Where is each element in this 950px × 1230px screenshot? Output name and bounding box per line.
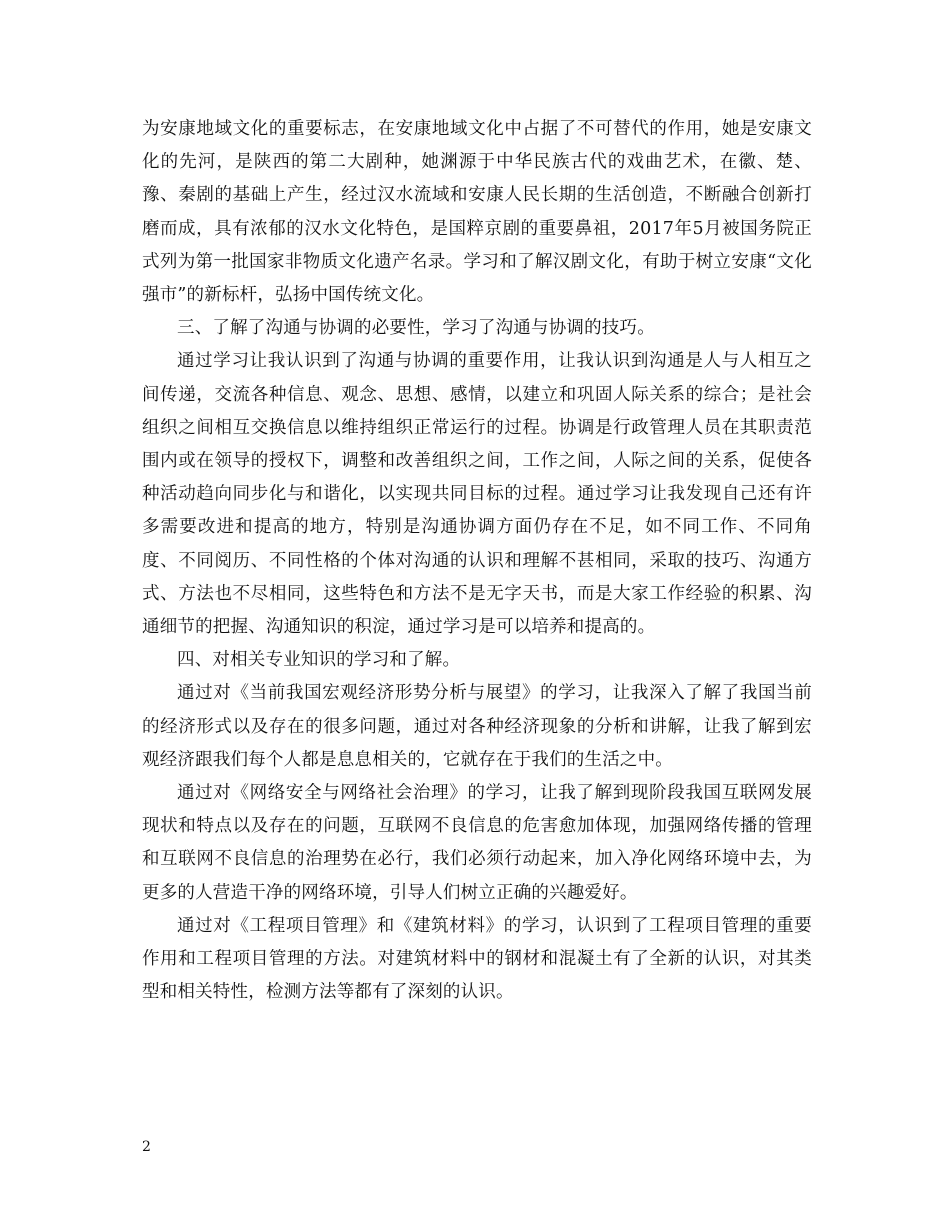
section-heading-professional-knowledge: 四、对相关专业知识的学习和了解。 [177, 650, 461, 671]
section-heading-communication: 三、了解了沟通与协调的必要性，学习了沟通与协调的技巧。 [177, 318, 655, 339]
paragraph-hanju-culture: 为安康地域文化的重要标志，在安康地域文化中占据了不可替代的作用，她是安康文化的先河，是陕西的第二大剧种，她渊源于中华民族古代的戏曲艺术，在徽、楚、豫、秦剧的基础上产生，经过汉水流域和安康人民长期的生活创造，不断融合创新打磨而成，具有浓郁的汉水文化特色，是国粹京剧的重要鼻祖，2017年5月被国务院正式列为第一批国家非物质文化遗产名录。学习和了解汉剧文化，有助于树立安康“文化强市”的新标杆，弘扬中国传统文化。 [142, 119, 812, 306]
page-number: 2 [142, 1139, 151, 1155]
paragraph-macro-economy: 通过对《当前我国宏观经济形势分析与展望》的学习，让我深入了解了我国当前的经济形式以及存在的很多问题，通过对各种经济现象的分析和讲解，让我了解到宏观经济跟我们每个人都是息息相关的，它就存在于我们的生活之中。 [142, 683, 812, 770]
paragraph-engineering-management: 通过对《工程项目管理》和《建筑材料》的学习，认识到了工程项目管理的重要作用和工程项目管理的方法。对建筑材料中的钢材和混凝土有了全新的认识，对其类型和相关特性，检测方法等都有了深刻的认识。 [142, 915, 812, 1003]
paragraph-network-security: 通过对《网络安全与网络社会治理》的学习，让我了解到现阶段我国互联网发展现状和特点以及存在的问题，互联网不良信息的危害愈加体现，加强网络传播的管理和互联网不良信息的治理势在必行，我们必须行动起来，加入净化网络环境中去，为更多的人营造干净的网络环境，引导人们树立正确的兴趣爱好。 [142, 783, 812, 903]
paragraph-communication: 通过学习让我认识到了沟通与协调的重要作用，让我认识到沟通是人与人相互之间传递，交流各种信息、观念、思想、感情，以建立和巩固人际关系的综合；是社会组织之间相互交换信息以维持组织正常运行的过程。协调是行政管理人员在其职责范围内或在领导的授权下，调整和改善组织之间，工作之间，人际之间的关系，促使各种活动趋向同步化与和谐化，以实现共同目标的过程。通过学习让我发现自己还有许多需要改进和提高的地方，特别是沟通协调方面仍存在不足，如不同工作、不同角度、不同阅历、不同性格的个体对沟通的认识和理解不甚相同，采取的技巧、沟通方式、方法也不尽相同，这些特色和方法不是无字天书，而是大家工作经验的积累、沟通细节的把握、沟通知识的积淀，通过学习是可以培养和提高的。 [142, 351, 812, 638]
body-text [142, 113, 812, 1009]
